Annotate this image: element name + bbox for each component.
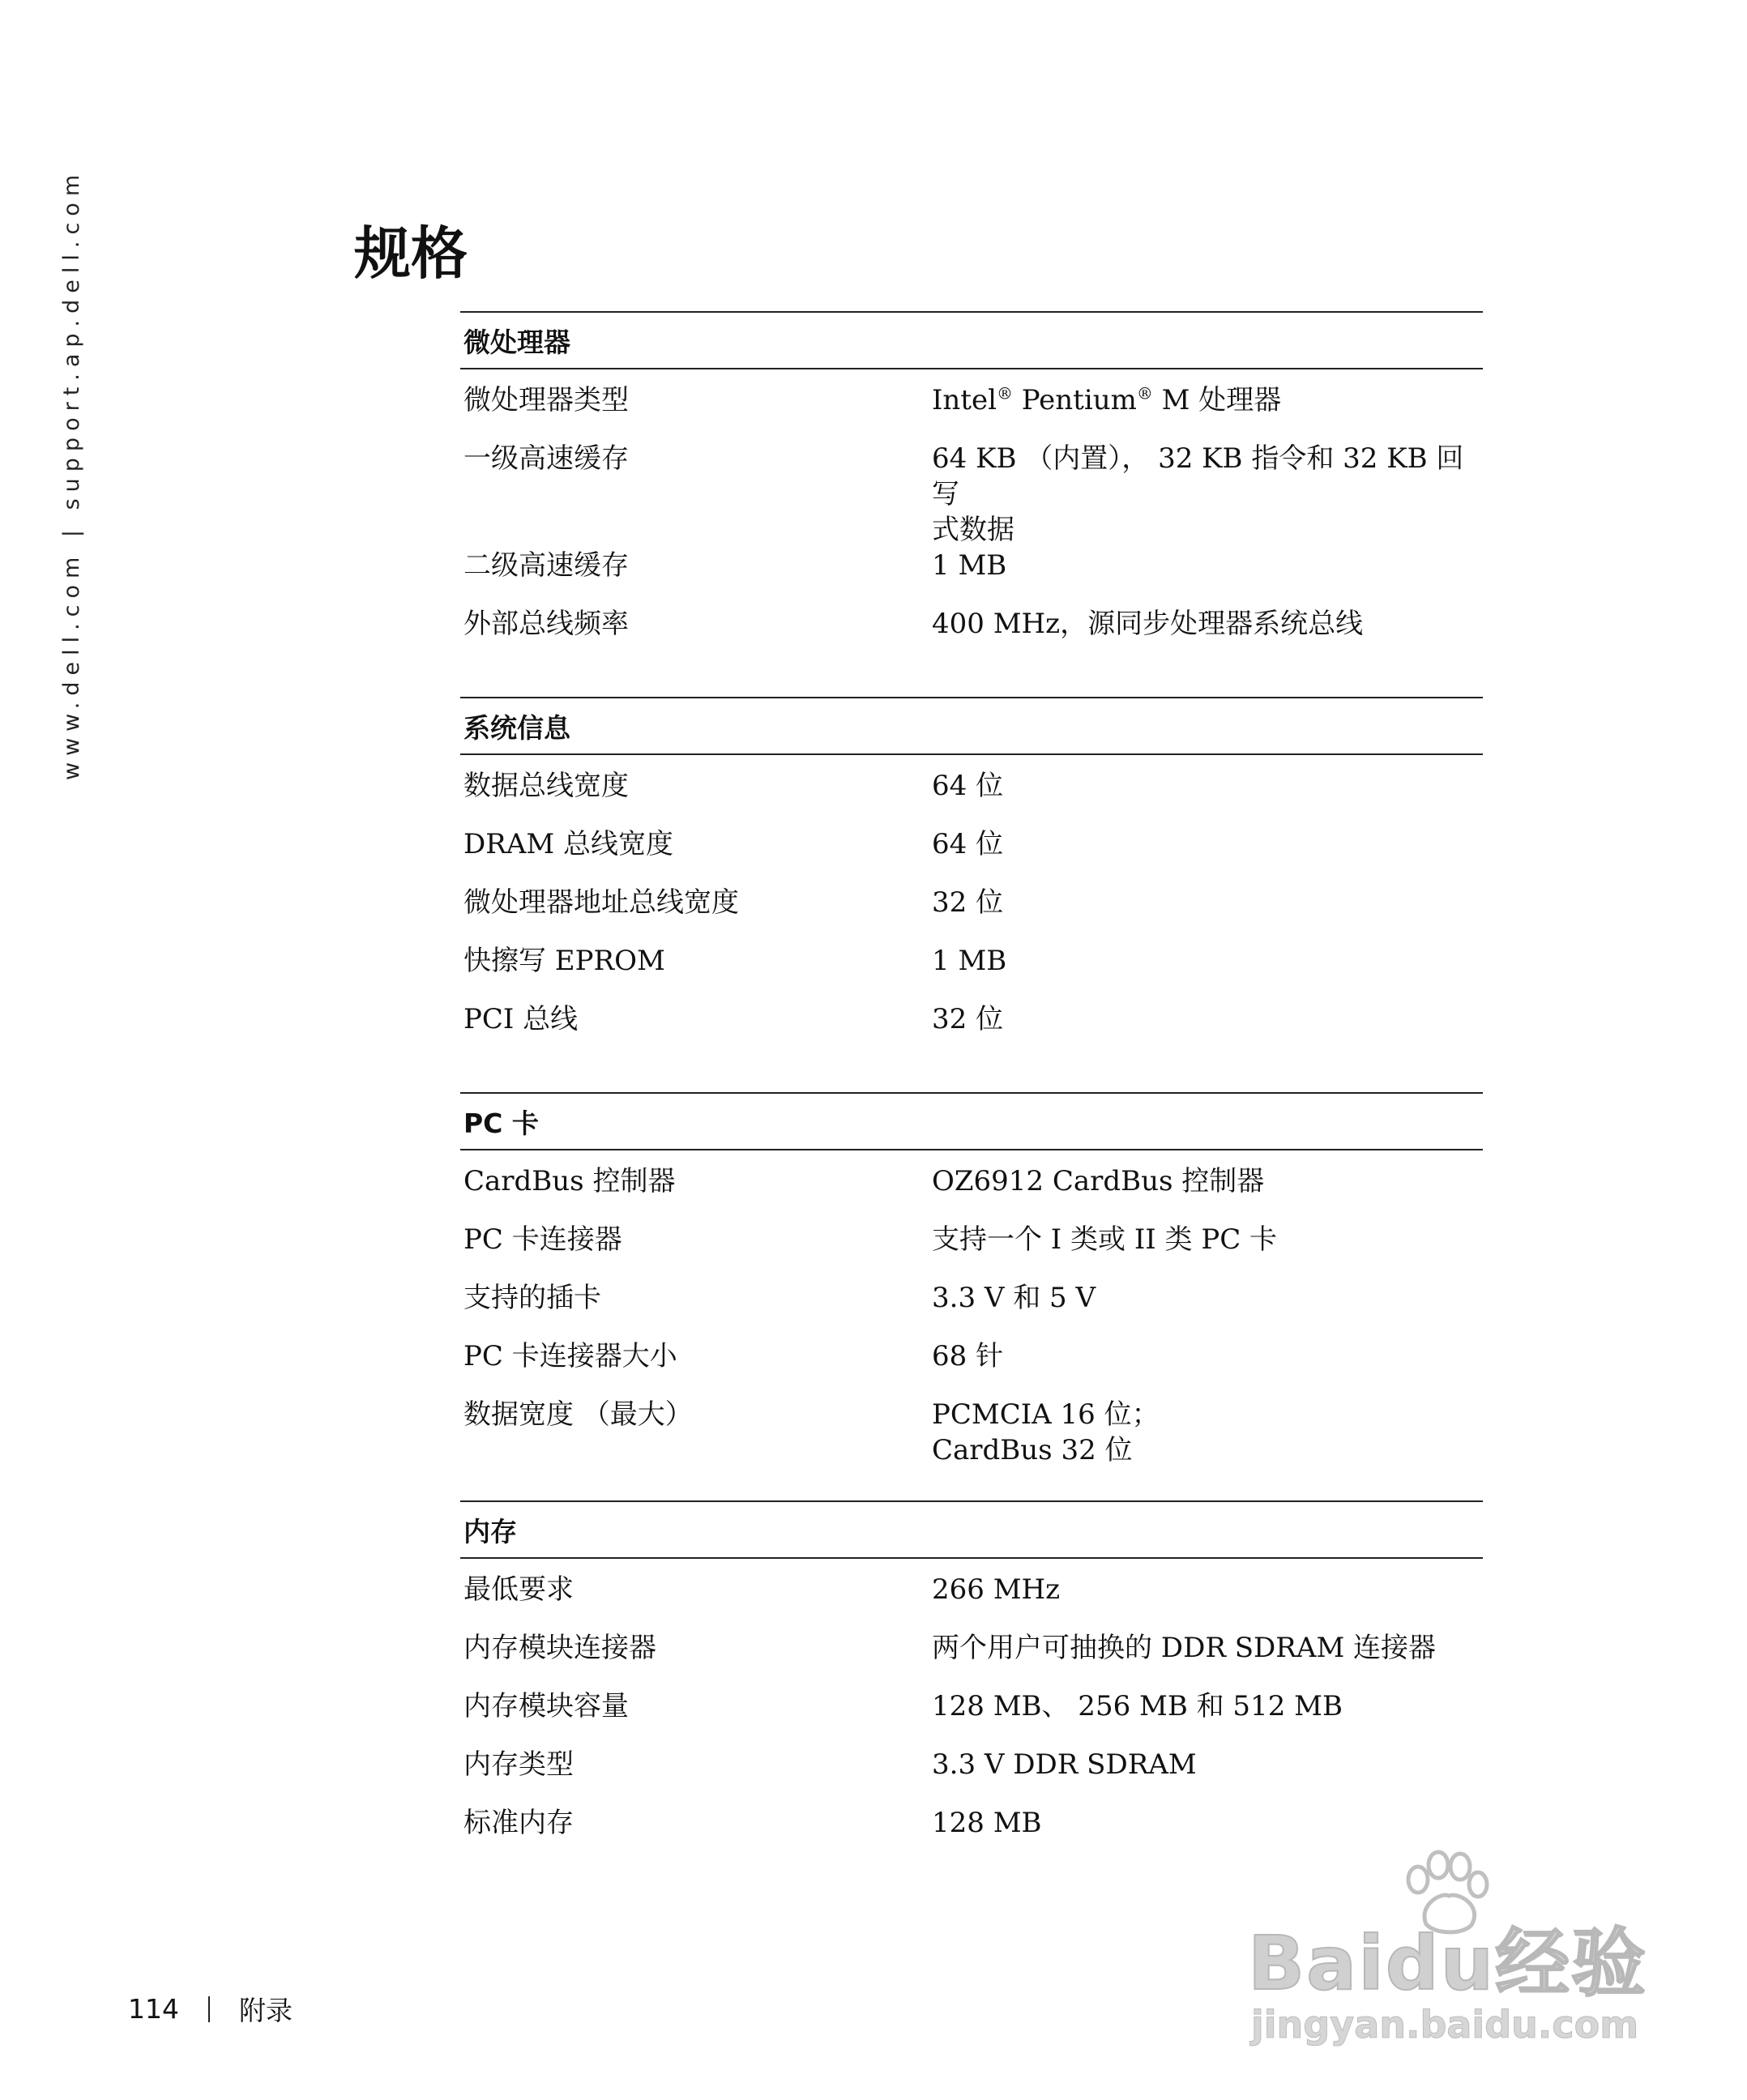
spec-label: 数据宽度 （最大） bbox=[463, 1398, 693, 1431]
spec-value: 3.3 V 和 5 V bbox=[932, 1282, 1096, 1314]
spec-label: 快擦写 EPROM bbox=[463, 945, 665, 977]
spec-section-processor bbox=[460, 311, 1483, 672]
section-header: PC 卡 bbox=[460, 1092, 1483, 1150]
spec-value: PCMCIA 16 位； CardBus 32 位 bbox=[932, 1398, 1160, 1466]
spec-label: PCI 总线 bbox=[463, 1003, 579, 1035]
spec-row bbox=[460, 826, 1483, 885]
page-number: 114 bbox=[128, 1993, 179, 2025]
spec-section-memory bbox=[460, 1500, 1483, 1872]
spec-value: 两个用户可抽换的 DDR SDRAM 连接器 bbox=[932, 1632, 1437, 1664]
watermark-brand: Baidu经验 bbox=[1248, 1920, 1648, 2007]
spec-section-pc-card bbox=[460, 1092, 1483, 1476]
spec-label: DRAM 总线宽度 bbox=[463, 828, 674, 860]
spec-value: 68 针 bbox=[932, 1340, 1004, 1372]
spec-label: 内存模块容量 bbox=[463, 1690, 629, 1722]
spec-row bbox=[460, 768, 1483, 826]
spec-row bbox=[460, 1688, 1483, 1747]
registered-mark: ® bbox=[997, 383, 1013, 403]
spec-label: 标准内存 bbox=[463, 1807, 574, 1839]
spec-row bbox=[460, 1280, 1483, 1338]
spec-value: 1 MB bbox=[932, 549, 1007, 582]
spec-label: PC 卡连接器 bbox=[463, 1223, 622, 1256]
spec-label: 微处理器地址总线宽度 bbox=[463, 886, 739, 919]
spec-label: 内存模块连接器 bbox=[463, 1632, 656, 1664]
spec-label: 支持的插卡 bbox=[463, 1282, 601, 1314]
spec-value: Intel® Pentium® M 处理器 bbox=[932, 383, 1282, 416]
spec-label: CardBus 控制器 bbox=[463, 1165, 676, 1197]
section-header: 微处理器 bbox=[460, 311, 1483, 369]
spec-value: 3.3 V DDR SDRAM bbox=[932, 1748, 1197, 1781]
side-url-text: www.dell.com | support.ap.dell.com bbox=[59, 168, 84, 780]
footer-section-title: 附录 bbox=[239, 1995, 293, 2026]
section-header: 系统信息 bbox=[460, 697, 1483, 755]
spec-row bbox=[460, 1163, 1483, 1222]
spec-row bbox=[460, 1630, 1483, 1688]
spec-label: 最低要求 bbox=[463, 1573, 574, 1606]
spec-row bbox=[460, 1397, 1483, 1468]
spec-label: 内存类型 bbox=[463, 1748, 574, 1781]
spec-row bbox=[460, 1747, 1483, 1805]
spec-value: OZ6912 CardBus 控制器 bbox=[932, 1165, 1265, 1197]
page-footer bbox=[128, 1990, 293, 2028]
spec-row bbox=[460, 943, 1483, 1001]
page-title: 规格 bbox=[354, 220, 468, 287]
spec-value: 1 MB bbox=[932, 945, 1007, 977]
spec-sections bbox=[460, 311, 1483, 1896]
spec-label: 一级高速缓存 bbox=[463, 442, 629, 475]
spec-row bbox=[460, 885, 1483, 943]
section-header: 内存 bbox=[460, 1500, 1483, 1559]
watermark-url: jingyan.baidu.com bbox=[1251, 2003, 1639, 2047]
spec-value: 64 位 bbox=[932, 828, 1004, 860]
spec-value: 128 MB、 256 MB 和 512 MB bbox=[932, 1690, 1343, 1722]
spec-row bbox=[460, 1001, 1483, 1060]
spec-value: 支持一个 I 类或 II 类 PC 卡 bbox=[932, 1223, 1278, 1256]
spec-row bbox=[460, 1222, 1483, 1280]
spec-value: 64 位 bbox=[932, 770, 1004, 802]
spec-label: 数据总线宽度 bbox=[463, 770, 629, 802]
spec-value: 266 MHz bbox=[932, 1573, 1061, 1606]
spec-row bbox=[460, 1338, 1483, 1397]
spec-label: PC 卡连接器大小 bbox=[463, 1340, 677, 1372]
spec-value: 64 KB （内置）， 32 KB 指令和 32 KB 回写 式数据 bbox=[932, 442, 1464, 546]
baidu-jingyan-watermark bbox=[1248, 1847, 1653, 2058]
spec-row bbox=[460, 382, 1483, 441]
footer-divider bbox=[208, 1996, 210, 2022]
spec-row bbox=[460, 441, 1483, 548]
spec-row bbox=[460, 606, 1483, 664]
spec-label: 二级高速缓存 bbox=[463, 549, 629, 582]
spec-value: 32 位 bbox=[932, 1003, 1004, 1035]
spec-section-system bbox=[460, 697, 1483, 1068]
spec-label: 外部总线频率 bbox=[463, 608, 629, 640]
registered-mark: ® bbox=[1136, 383, 1153, 403]
spec-value: 128 MB bbox=[932, 1807, 1042, 1839]
spec-row bbox=[460, 1572, 1483, 1630]
spec-value: 400 MHz，源同步处理器系统总线 bbox=[932, 608, 1364, 640]
spec-label: 微处理器类型 bbox=[463, 384, 629, 416]
spec-value: 32 位 bbox=[932, 886, 1004, 919]
spec-row bbox=[460, 548, 1483, 606]
